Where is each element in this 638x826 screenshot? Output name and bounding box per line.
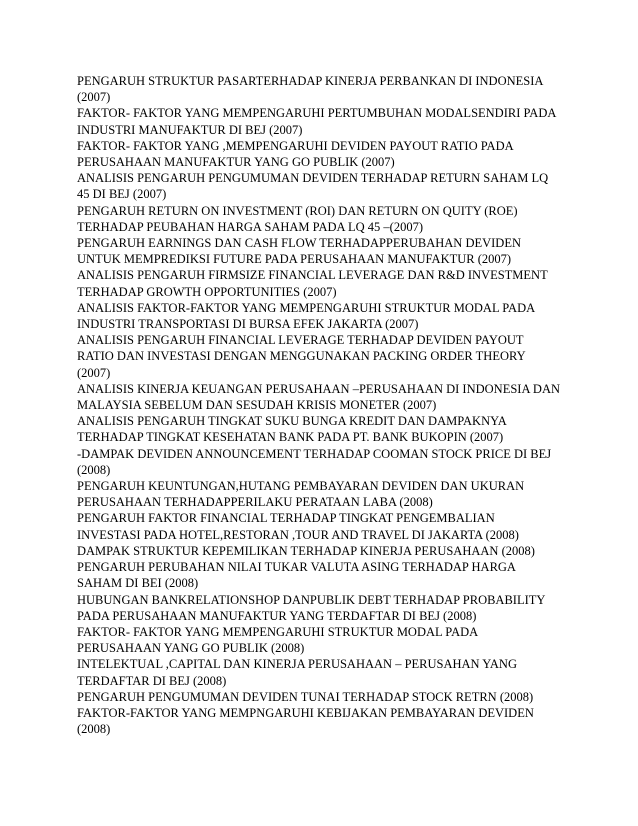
list-item-text-line: PADA PERUSAHAAN MANUFAKTUR YANG TERDAFTAR DI BEJ (2008) xyxy=(77,608,477,623)
list-item-text-line: HUBUNGAN BANKRELATIONSHOP DANPUBLIK DEBT TERHADAP PROBABILITY xyxy=(77,592,546,607)
list-item xyxy=(77,381,577,413)
title-list xyxy=(77,73,577,737)
list-item-text-line: TERHADAP PEUBAHAN HARGA SAHAM PADA LQ 45 –(2007) xyxy=(77,219,423,234)
list-item xyxy=(77,543,577,559)
list-item xyxy=(77,413,577,445)
list-item-text-line: (2008) xyxy=(77,722,111,737)
list-item-text-line: INDUSTRI TRANSPORTASI DI BURSA EFEK JAKARTA (2007) xyxy=(77,317,419,332)
list-item-text-line: ANALISIS PENGARUH FIRMSIZE FINANCIAL LEVERAGE DAN R&D INVESTMENT xyxy=(77,268,548,283)
list-item-text-line: PENGARUH STRUKTUR PASARTERHADAP KINERJA PERBANKAN DI INDONESIA xyxy=(77,74,544,88)
list-item xyxy=(77,689,577,705)
list-item-text-line: FAKTOR-FAKTOR YANG MEMPNGARUHI KEBIJAKAN PEMBAYARAN DEVIDEN xyxy=(77,705,534,720)
list-item xyxy=(77,592,577,624)
list-item-text-line: FAKTOR- FAKTOR YANG MEMPENGARUHI STRUKTUR MODAL PADA xyxy=(77,624,479,639)
list-item xyxy=(77,267,577,299)
list-item-text-line: ANALISIS PENGARUH FINANCIAL LEVERAGE TERHADAP DEVIDEN PAYOUT xyxy=(77,333,524,348)
list-item-text-line: TERHADAP TINGKAT KESEHATAN BANK PADA PT. BANK BUKOPIN (2007) xyxy=(77,430,504,445)
list-item-text-line: PENGARUH FAKTOR FINANCIAL TERHADAP TINGKAT PENGEMBALIAN xyxy=(77,511,495,526)
list-item xyxy=(77,510,577,542)
list-item-text-line: FAKTOR- FAKTOR YANG ,MEMPENGARUHI DEVIDEN PAYOUT RATIO PADA xyxy=(77,138,514,153)
list-item-text-line: (2008) xyxy=(77,462,111,477)
list-item xyxy=(77,203,577,235)
list-item-text-line: PENGARUH PERUBAHAN NILAI TUKAR VALUTA ASING TERHADAP HARGA xyxy=(77,560,516,575)
list-item-text-line: PERUSAHAAN MANUFAKTUR YANG GO PUBLIK (2007) xyxy=(77,155,395,170)
list-item xyxy=(77,235,577,267)
list-item-text-line: PENGARUH KEUNTUNGAN,HUTANG PEMBAYARAN DEVIDEN DAN UKURAN xyxy=(77,479,525,494)
list-item-text-line: PENGARUH RETURN ON INVESTMENT (ROI) DAN RETURN ON QUITY (ROE) xyxy=(77,203,518,218)
list-item-text-line: (2007) xyxy=(77,90,111,105)
list-item-text-line: ANALISIS KINERJA KEUANGAN PERUSAHAAN –PERUSAHAAN DI INDONESIA DAN xyxy=(77,381,560,396)
list-item-text-line: RATIO DAN INVESTASI DENGAN MENGGUNAKAN PACKING ORDER THEORY xyxy=(77,349,526,364)
list-item-text-line: ANALISIS PENGARUH TINGKAT SUKU BUNGA KREDIT DAN DAMPAKNYA xyxy=(77,414,507,429)
list-item-text-line: UNTUK MEMPREDIKSI FUTURE PADA PERUSAHAAN MANUFAKTUR (2007) xyxy=(77,252,512,267)
list-item xyxy=(77,559,577,591)
list-item-text-line: ANALISIS PENGARUH PENGUMUMAN DEVIDEN TERHADAP RETURN SAHAM LQ xyxy=(77,171,549,186)
list-item xyxy=(77,332,577,381)
list-item-text-line: TERDAFTAR DI BEJ (2008) xyxy=(77,673,227,688)
list-item-text-line: PERUSAHAAN TERHADAPPERILAKU PERATAAN LABA (2008) xyxy=(77,495,433,510)
list-item-text-line: 45 DI BEJ (2007) xyxy=(77,187,167,202)
list-item-text-line: (2007) xyxy=(77,365,111,380)
list-item xyxy=(77,478,577,510)
list-item-text-line: MALAYSIA SEBELUM DAN SESUDAH KRISIS MONETER (2007) xyxy=(77,398,437,413)
list-item xyxy=(77,170,577,202)
list-item-text-line: PENGARUH PENGUMUMAN DEVIDEN TUNAI TERHADAP STOCK RETRN (2008) xyxy=(77,689,534,704)
list-item xyxy=(77,705,577,737)
list-item-text-line: FAKTOR- FAKTOR YANG MEMPENGARUHI PERTUMBUHAN MODALSENDIRI PADA xyxy=(77,106,557,121)
list-item-text-line: ANALISIS FAKTOR-FAKTOR YANG MEMPENGARUHI STRUKTUR MODAL PADA xyxy=(77,300,536,315)
list-item xyxy=(77,624,577,656)
list-item-text-line: DAMPAK STRUKTUR KEPEMILIKAN TERHADAP KINERJA PERUSAHAAN (2008) xyxy=(77,543,535,558)
list-item-text-line: PENGARUH EARNINGS DAN CASH FLOW TERHADAPPERUBAHAN DEVIDEN xyxy=(77,236,522,251)
list-item xyxy=(77,138,577,170)
list-item-text-line: TERHADAP GROWTH OPPORTUNITIES (2007) xyxy=(77,284,337,299)
list-item-text-line: SAHAM DI BEI (2008) xyxy=(77,576,199,591)
list-item-text-line: INDUSTRI MANUFAKTUR DI BEJ (2007) xyxy=(77,122,303,137)
list-item xyxy=(77,300,577,332)
list-item xyxy=(77,446,577,478)
list-item-text-line: INVESTASI PADA HOTEL,RESTORAN ,TOUR AND TRAVEL DI JAKARTA (2008) xyxy=(77,527,519,542)
list-item xyxy=(77,73,577,105)
list-item-text-line: INTELEKTUAL ,CAPITAL DAN KINERJA PERUSAHAAN – PERUSAHAN YANG xyxy=(77,657,517,672)
list-item-text-line: -DAMPAK DEVIDEN ANNOUNCEMENT TERHADAP COOMAN STOCK PRICE DI BEJ xyxy=(77,446,552,461)
list-item xyxy=(77,105,577,137)
list-item-text-line: PERUSAHAAN YANG GO PUBLIK (2008) xyxy=(77,641,305,656)
list-item xyxy=(77,656,577,688)
